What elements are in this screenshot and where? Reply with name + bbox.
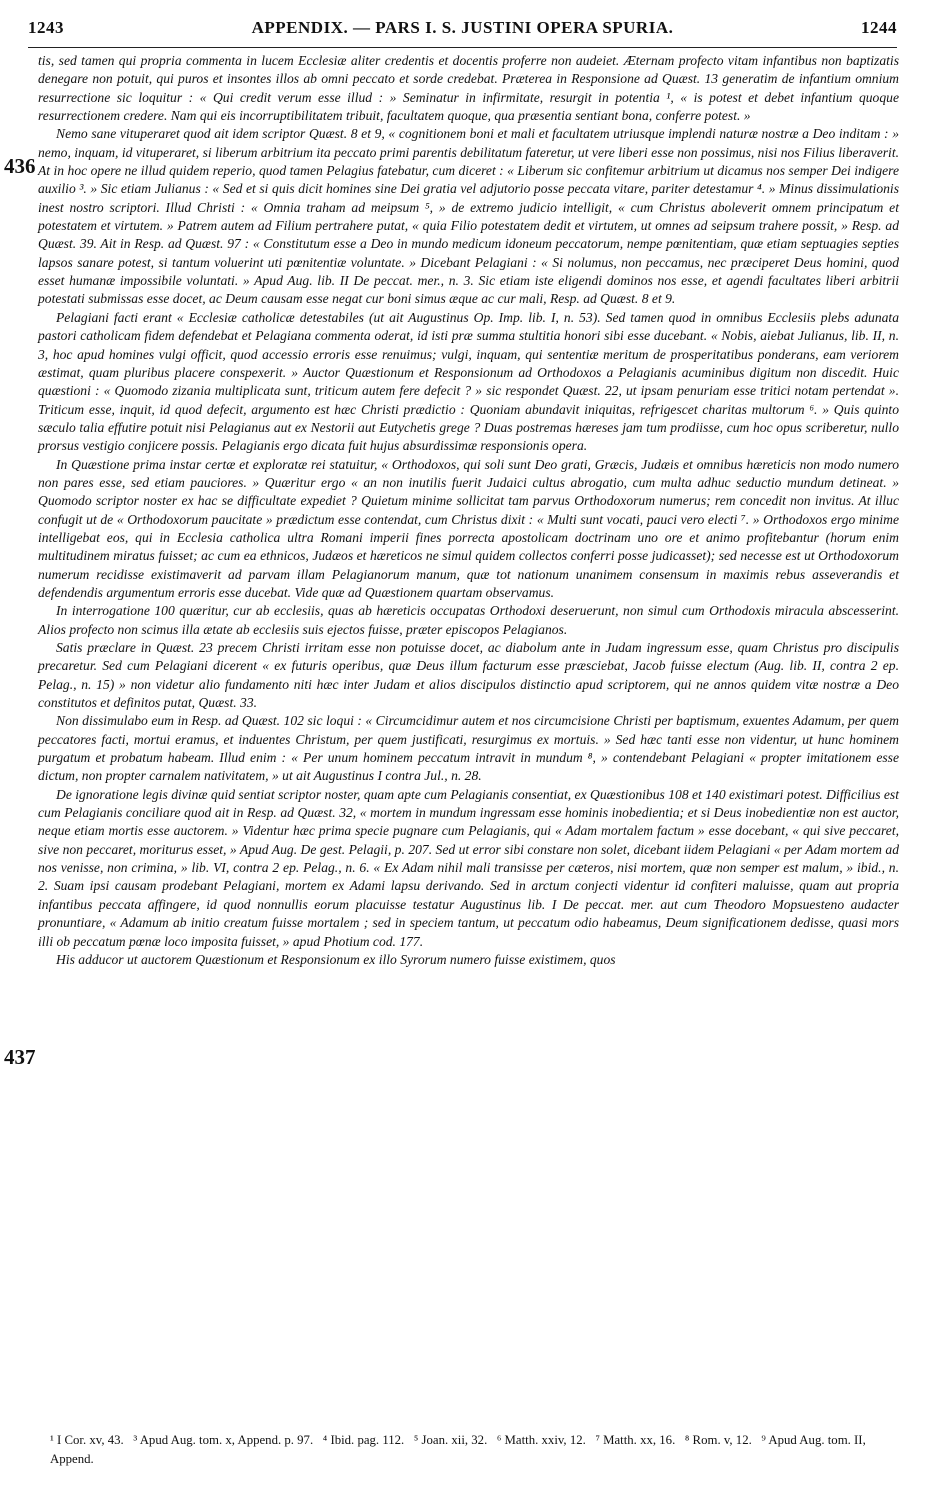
footnote: ⁵ Joan. xii, 32.: [413, 1433, 488, 1447]
footnote: ⁹ Apud Aug. tom. II, Append.: [50, 1433, 866, 1466]
paragraph: tis, sed tamen qui propria commenta in lucem Ecclesiæ aliter credentis et docentis proferre non audeiet. Æternam profecto vitam infantibus non baptizatis denegare non potuit, qui puros et insontes illos ab omni peccato et sorde credebat. Præterea in Responsione ad Quæst. 13 generatim de infantium omnium resurrectione sic loquitur : « Qui credit verum esse illud : » Seminatur in infirmitate, resurgit in potentia ¹, « is potest et debet infantium quoque resurrectionem credere. Nam qui eis incorruptibilitatem tribuit, facultatem quoque, qua præsentia sentiant bona, conferre potest. »: [38, 53, 899, 124]
paragraph: Non dissimulabo eum in Resp. ad Quæst. 102 sic loqui : « Circumcidimur autem et nos circumcisione Christi per baptismum, exuentes Adamum, per quem peccatores facti, mortui eramus, et induentes Christum, per quem justificati, resurgimus ex mortuis. » Sed hæc tanti esse non videntur, ut hunc hominem purgatum et probatum habeam. Illud enim : « Per unum hominem peccatum intravit in mundum ⁸, » contendebant Pelagiani « propter imitationem esse dictum, non propter carnalem nativitatem, » ut ait Augustinus I contra Jul., n. 28.: [38, 713, 899, 784]
margin-number-437: 437: [4, 1045, 36, 1069]
main-text: [38, 52, 899, 969]
footnote: ⁷ Matth. xx, 16.: [595, 1433, 676, 1447]
page-number-left: 1243: [28, 18, 64, 37]
paragraph: Pelagiani facti erant « Ecclesiæ catholicæ detestabiles (ut ait Augustinus Op. Imp. lib. I, n. 53). Sed tamen quod in omnibus Ecclesiis plebs adunata pastori catholicam fidem defendebat et Pelagiana commenta oderat, id isti præ summa stultitia honori sibi esse ducebant. « Nobis, aiebat Julianus, lib. II, n. 3, hoc apud homines vulgi officit, quod accessio erroris esse renuimus; vulgi, inquam, qui sententiæ meritum de prosperitatibus ponderans, eam veriorem æstimat, quam pluribus placere conspexerit. » Auctor Quæstionum et Responsionum ad Orthodoxos a Pelagianis acuminibus digitum non discedit. Huic quæstioni : « Quomodo zizania multiplicata sunt, triticum autem fere defecit ? » sic respondet Quæst. 22, ut ipsam penuriam esse tritici notam pertendat ». Triticum esse, inquit, id quod defecit, argumento est hæc Christi prædictio : Quoniam abundavit iniquitas, refrigescet charitas multorum ⁶. » Quis quinto sæculo talia effutire potuit nisi Pelagianus aut ex Nestorii aut Eutychetis grege ? Duas postremas hæreses jam tum prodiisse, cum hoc opus scriberetur, nullo prorsus vestigio conjicere possis. Pelagianis ergo dicata fuit hujus absurdissimæ responsionis opera.: [38, 309, 899, 454]
running-title: APPENDIX. — PARS I. S. JUSTINI OPERA SPURIA.: [251, 18, 674, 37]
paragraph: His adducor ut auctorem Quæstionum et Responsionum ex illo Syrorum numero fuisse existimem, quos: [56, 951, 616, 967]
paragraph: In interrogatione 100 quæritur, cur ab ecclesiis, quas ab hæreticis occupatas Orthodoxi deseruerunt, non simul cum Orthodoxis miracula abscesserint. Alios profecto non scimus illa ætate ab ecclesiis suis ejectos fuisse, præter episcopos Pelagianos.: [38, 603, 899, 637]
paragraph: In Quæstione prima instar certæ et exploratæ rei statuitur, « Orthodoxos, qui soli sunt Deo grati, Græcis, Judæis et omnibus hæreticis non modo numero non pares esse, sed etiam pauciores. » Quæritur ergo « an non inutilis fuerit Judaici cultus abrogatio, cum multa adhuc seductio mundum detineat. » Quomodo scriptor noster ex hac se difficultate expediet ? Quietum minime sollicitat tam parvus Orthodoxorum numerus; rem concedit non invitus. At illuc confugit ut de « Orthodoxorum paucitate » prædictum esse contendat, cum Christus dixit : « Multi sunt vocati, pauci vero electi ⁷. » Orthodoxos ergo minime intelligebat eos, qui in Ecclesia catholica ultra Romani imperii fines porrecta apostolicam doctrinam uno ore et animo profitebantur (horum enim multitudinem miratus fuisset; ac cum ea ethnicos, Judæos et hæreticos ne simul quidem collectos conferri posse judicasset); sed necesse est ut Orthodoxorum numerum recidisse existimaverit ad parvam illam Pelagianorum manum, quæ tot nationum unanimem consensum in maximis rebus asseverandis et defendendis argumentum erroris esse ducebat. Vide quæ ad Quæstionem quartam observamus.: [38, 456, 899, 600]
margin-number-436: 436: [4, 154, 36, 178]
paragraph: Nemo sane vituperaret quod ait idem scriptor Quæst. 8 et 9, « cognitionem boni et mali et facultatem utriusque implendi naturæ nostræ a Deo inditam : » nemo, inquam, id vituperaret, si liberum arbitrium ita peccato primi parentis debilitatum fateretur, ut vere liberi esse non possimus, nisi nos Filius liberaverit. At in hoc opere ne illud quidem reperio, quod tamen Pelagius fatebatur, cum diceret : « Liberum sic confitemur arbitrium ut dicamus nos semper Dei indigere auxilio ³. » Sic etiam Julianus : « Sed et si quis dicit homines sine Dei gratia vel adjutorio posse peccata vitare, pariter detestamur ⁴. » Minus dissimulationis inest nostro scriptori. Illud Christi : « Omnia traham ad meipsum ⁵, » de extremo judicio intelligit, « cum Christus aboleverit omnem principatum et potestatem et virtutem. » Patrem autem ad Filium pertrahere putat, « quia Filio potestatem dedit et virtutem, ut omnes ad seipsum trahere possit, » Resp. ad Quæst. 39. Ait in Resp. ad Quæst. 97 : « Constitutum esse a Deo in mundo medicum idoneum peccatorum, nempe pœnitentiam, quæ etiam septuagies septies lapsos sanare potest, si tantum voluerint uti pœnitentiæ voluntate. » Dicebant Pelagiani : « Si nolumus, non peccamus, nec præciperet Deus homini, quod esset humanæ impossibile voluntati. » Apud Aug. lib. II De peccat. mer., n. 3. Sic etiam iste eligendi dominos nos esse, et agendi facultates liberi arbitrii potestati submissas esse docet, ac Deum causam esse negat cur boni simus æque ac cur mali, Resp. ad Quæst. 8 et 9.: [38, 126, 899, 307]
paragraph: De ignoratione legis divinæ quid sentiat scriptor noster, quam apte cum Pelagianis consentiat, ex Quæstionibus 108 et 140 existimari potest. Difficilius est cum Pelagianis conciliare quod ait in Resp. ad Quæst. 32, « mortem in mundum ingressam esse hominis inobedientia; et si Deus inobedientiæ non est auctor, neque etiam mortis esse auctorem. » Videntur hæc prima specie pugnare cum Pelagianis, qui « Adam mortalem factum » esse docebant, « qui sive peccaret, sive non peccaret, moriturus esset, » Apud Aug. De gest. Pelagii, p. 207. Sed ut error sibi constare non solet, dicebant iidem Pelagiani « per Adam mortem ad nos venisse, non crimina, » lib. VI, contra 2 ep. Pelag., n. 6. « Ex Adam nihil mali transisse per cæteros, nisi mortem, quæ non semper est malum, » ibid., n. 2. Suam ipsi causam prodebant Pelagiani, mortem ex Adami lapsu derivando. Sed in arctum conjecti videntur id confiteri maluisse, quam aut propria infantibus peccata affingere, id quod nonnullis eorum placuisse testatur Augustinus lib. I De peccat. mer. aut cum Theodoro Mopsuesteno audacter pronuntiare, « Adamum ab initio creatum fuisse mortalem ; sed in speciem tantum, ut peccatum odio habeamus, Deum significationem dedisse, quasi mors illi ob peccatum pœnæ loco imposita fuisset, » apud Photium cod. 177.: [38, 786, 899, 949]
footnote: ⁶ Matth. xxiv, 12.: [496, 1433, 586, 1447]
header-rule: [28, 47, 897, 48]
footnote: ⁸ Rom. v, 12.: [684, 1433, 752, 1447]
footnote: ³ Apud Aug. tom. x, Append. p. 97.: [133, 1433, 314, 1447]
footnotes: [50, 1431, 899, 1469]
page-number-right: 1244: [861, 18, 897, 37]
paragraph: Satis præclare in Quæst. 23 precem Christi irritam esse non potuisse docet, ac diabolum ante in Judam ingressum esse, quam Christus pro discipulis precaretur. Sed cum Pelagiani dicerent « ex futuris operibus, quæ Deus illum facturum esse præsciebat, Jacob fuisse electum (Aug. lib. II, contra 2 ep. Pelag., n. 15) » non videtur alio fundamento niti hæc inter Judam et alios discipulos distinctio apud scriptorem, qui ne annos quidem vitæ nostræ a Deo constitutos et definitos putat, Quæst. 33.: [38, 640, 899, 711]
footnote: ⁴ Ibid. pag. 112.: [322, 1433, 405, 1447]
running-header: [28, 18, 897, 48]
footnote: ¹ I Cor. xv, 43.: [50, 1433, 124, 1447]
